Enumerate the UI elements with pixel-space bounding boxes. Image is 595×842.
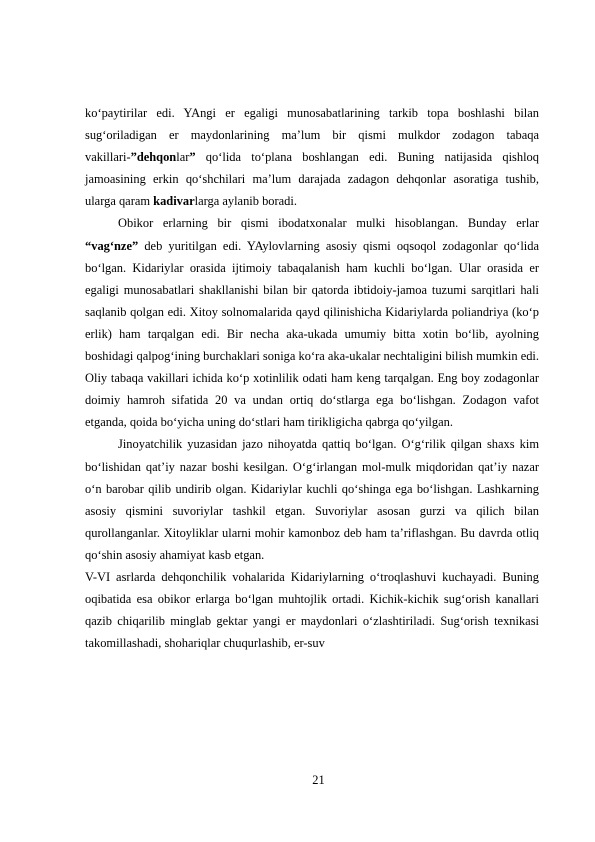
text-segment: Jinoyatchilik yuzasidan jazo nihoyatda qattiq bo‘lgan. O‘g‘rilik qilgan shaxs kim bo‘lishidan qat’iy nazar boshi kesilgan. O‘g‘irlangan mol-mulk miqdoridan qat’iy nazar o‘n barobar qilib undirib olgan. Kidariylar kuchli qo‘shinga ega bo‘lishgan. Lashkarning asosiy qismini suvoriylar tashkil etgan. Suvoriylar asosan gurzi va qilich bilan qurollanganlar. Xitoyliklar ularni mohir kamonboz deb ham ta’riflashgan. Bu davrda otliq qo‘shin asosiy ahamiyat kasb etgan. xyxy=(85,437,539,562)
page-number: 21 xyxy=(312,773,325,787)
text-segment: deb yuritilgan edi. YAylovlarning asosiy qismi oqsoqol zodagonlar qo‘lida bo‘lgan. Kidariylar orasida ijtimoiy tabaqalanish ham kuchli bo‘lgan. Ular orasida er egaligi munosabatlari shakllanishi bilan bir qatorda ibtidoiy-jamoa tuzumi sarqitlari hali saqlanib qolgan edi. Xitoy solnomalarida qayd qilinishicha Kidariylarda poliandriya (ko‘p erlik) ham tarqalgan edi. Bir necha aka-ukada umumiy bitta xotin bo‘lib, ayolning boshidagi qalpog‘ining burchaklari soniga ko‘ra aka-ukalar nechtaligini bilish mumkin edi. Oliy tabaqa vakillari ichida ko‘p xotinlilik odati ham keng tarqalgan. Eng boy zodagonlar doimiy hamroh sifatida 20 va undan ortiq do‘stlarga ega bo‘lishgan. Zodagon vafot etganda, qoida bo‘yicha uning do‘stlari ham tirikligicha qabrga qo‘yilgan. xyxy=(85,238,539,430)
text-segment: qo‘lida to‘plana boshlangan edi. Buning natijasida qishloq jamoasining erkin qo‘shchilari ma’lum darajada zadagon dehqonlar asoratiga tushib, ularga qaram xyxy=(85,150,539,209)
text-segment: V-VI asrlarda dehqonchilik vohalarida Kidariylarning o‘troqlashuvi kuchayadi. Buning oqibatida esa obikor erlarga bo‘lgan muhtojlik ortadi. Kichik-kichik sug‘orish kanallari qazib chiqarilib minglab gektar yangi er maydonlari o‘zlashtiriladi. Sug‘orish texnikasi takomillashadi, shohariqlar chuqurlashib, er-suv xyxy=(85,569,539,651)
text-segment: larga aylanib boradi. xyxy=(194,194,297,209)
text-segment: Obikor erlarning bir qismi ibodatxonalar mulki hisoblangan. Bunday erlar xyxy=(118,216,539,231)
text-segment: ko‘paytirilar edi. YAngi er egaligi munosabatlarining tarkib topa boshlashi bilan sug‘oriladigan er maydonlarining ma’lum bir qismi mulkdor zodagon tabaqa vakillari- xyxy=(85,106,539,165)
bold-text-segment: “vag‘nze” xyxy=(85,238,139,253)
paragraph-4 xyxy=(85,566,539,654)
bold-text-segment: ” xyxy=(189,150,196,165)
paragraph-3 xyxy=(85,433,539,566)
document-body xyxy=(85,102,539,654)
text-segment: lar xyxy=(176,150,190,165)
paragraph-2 xyxy=(85,212,539,433)
bold-text-segment: ”dehqon xyxy=(130,150,177,165)
paragraph-1 xyxy=(85,102,539,212)
bold-text-segment: kadivar xyxy=(153,194,195,209)
